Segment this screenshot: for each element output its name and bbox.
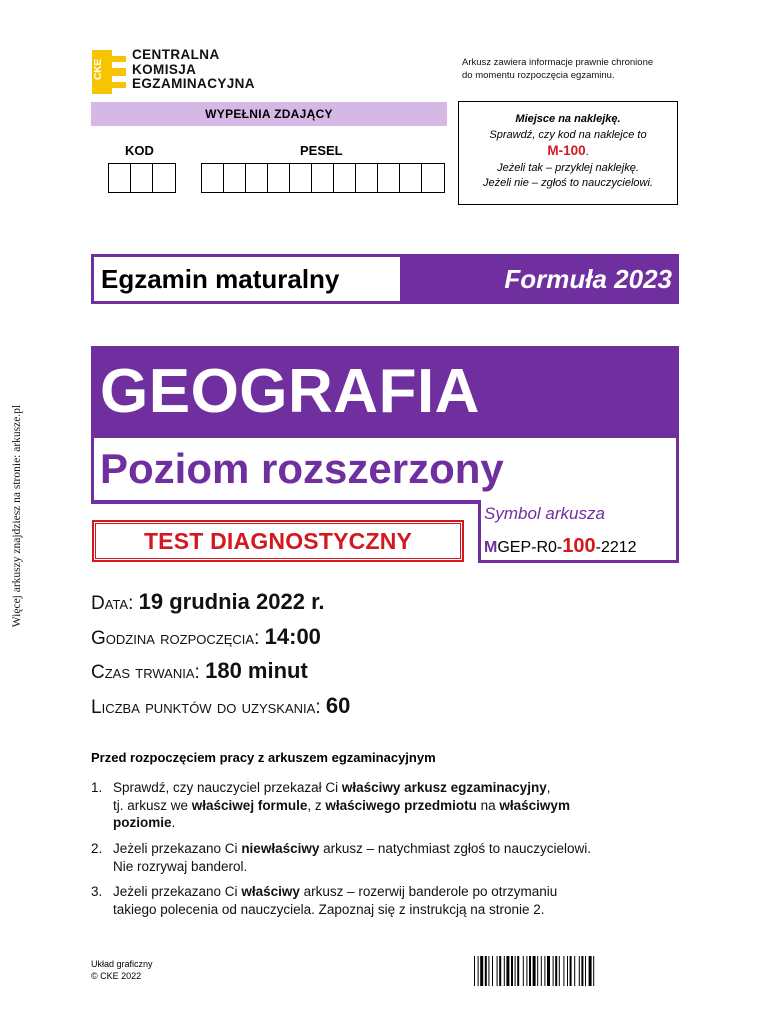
digit-box[interactable] [422, 164, 444, 192]
info-points: Liczba punktów do uzyskania: 60 [91, 693, 351, 718]
instruction-number: 3. [91, 884, 103, 899]
instructions-heading: Przed rozpoczęciem pracy z arkuszem egzaminacyjnym [91, 750, 436, 765]
symbol-label: Symbol arkusza [484, 504, 605, 523]
logo-line: CENTRALNA [132, 47, 220, 62]
sticker-line1: Sprawdź, czy kod na naklejce to [489, 128, 647, 141]
instruction-text: Sprawdź, czy nauczyciel przekazał Ci właściwy arkusz egzaminacyjny, tj. arkusz we właściwej formule, z właściwego przedmiotu na właściwym poziomie. [113, 780, 570, 830]
info-value: 14:00 [264, 624, 321, 649]
digit-box[interactable] [268, 164, 290, 192]
logo-line: KOMISJA [132, 61, 197, 77]
subject-level: Poziom rozszerzony [100, 445, 504, 492]
sticker-line2: Jeżeli tak – przyklej naklejkę. [497, 161, 639, 174]
notice-line: Arkusz zawiera informacje prawnie chronione [462, 57, 654, 68]
instruction-item [91, 779, 691, 832]
instruction-number: 1. [91, 780, 103, 795]
logo-line: EGZAMINACYJNA [132, 76, 255, 91]
sticker-placeholder [458, 101, 678, 205]
symbol-code [484, 535, 637, 558]
info-date: Data: 19 grudnia 2022 r. [91, 589, 325, 614]
digit-box[interactable] [356, 164, 378, 192]
symbol-number: 100 [562, 535, 596, 557]
test-label: TEST DIAGNOSTYCZNY [143, 528, 413, 554]
info-value: 60 [325, 693, 351, 718]
svg-text:CKE: CKE [93, 58, 104, 80]
digit-box[interactable] [131, 164, 153, 192]
kod-input-boxes[interactable] [108, 163, 176, 193]
sticker-code-suffix: . [585, 146, 589, 158]
legal-notice [462, 56, 653, 82]
info-start-time: Godzina rozpoczęcia: 14:00 [91, 624, 321, 649]
digit-box[interactable] [224, 164, 246, 192]
symbol-mid: GEP-R0- [497, 539, 563, 556]
layout-note-line: Układ graficzny [91, 959, 153, 969]
instruction-text: Jeżeli przekazano Ci właściwy arkusz – rozerwij banderole po otrzymaniu takiego polecenia od nauczyciela. Zapoznaj się z instrukcją na stronie 2. [113, 884, 558, 917]
instruction-item [91, 840, 691, 875]
symbol-suffix: -2212 [595, 539, 637, 556]
sticker-code: M-100 [547, 143, 586, 158]
pesel-label: PESEL [300, 143, 343, 158]
sticker-line3: Jeżeli nie – zgłoś to nauczycielowi. [483, 177, 653, 189]
instruction-item [91, 883, 691, 918]
symbol-prefix: M [484, 539, 498, 556]
digit-box[interactable] [400, 164, 422, 192]
exam-type: Egzamin maturalny [94, 257, 400, 301]
pesel-input-boxes[interactable] [201, 163, 445, 193]
digit-box[interactable] [290, 164, 312, 192]
info-value: 180 minut [205, 658, 308, 683]
notice-line: do momentu rozpoczęcia egzaminu. [462, 70, 615, 81]
side-watermark-text: Więcej arkuszy znajdziesz na stronie: arkusze.pl [11, 404, 23, 628]
digit-box[interactable] [202, 164, 224, 192]
digit-box[interactable] [378, 164, 400, 192]
fill-section-header: WYPEŁNIA ZDAJĄCY [91, 102, 447, 126]
cke-logo-icon [92, 50, 126, 94]
digit-box[interactable] [312, 164, 334, 192]
info-duration: Czas trwania: 180 minut [91, 658, 308, 683]
layout-note [91, 958, 153, 982]
layout-note-line: © CKE 2022 [91, 971, 142, 981]
subject-title: GEOGRAFIA [100, 357, 480, 426]
digit-box[interactable] [246, 164, 268, 192]
kod-label: KOD [125, 143, 154, 158]
instruction-number: 2. [91, 841, 103, 856]
info-value: 19 grudnia 2022 r. [138, 589, 325, 614]
barcode-icon [474, 956, 678, 986]
cke-logo-text [132, 48, 255, 92]
sticker-title: Miejsce na naklejkę. [515, 113, 621, 125]
digit-box[interactable] [109, 164, 131, 192]
exam-formula: Formuła 2023 [504, 264, 672, 294]
instruction-text: Jeżeli przekazano Ci niewłaściwy arkusz – natychmiast zgłoś to nauczycielowi. Nie rozrywaj banderol. [113, 841, 591, 874]
digit-box[interactable] [153, 164, 175, 192]
digit-box[interactable] [334, 164, 356, 192]
